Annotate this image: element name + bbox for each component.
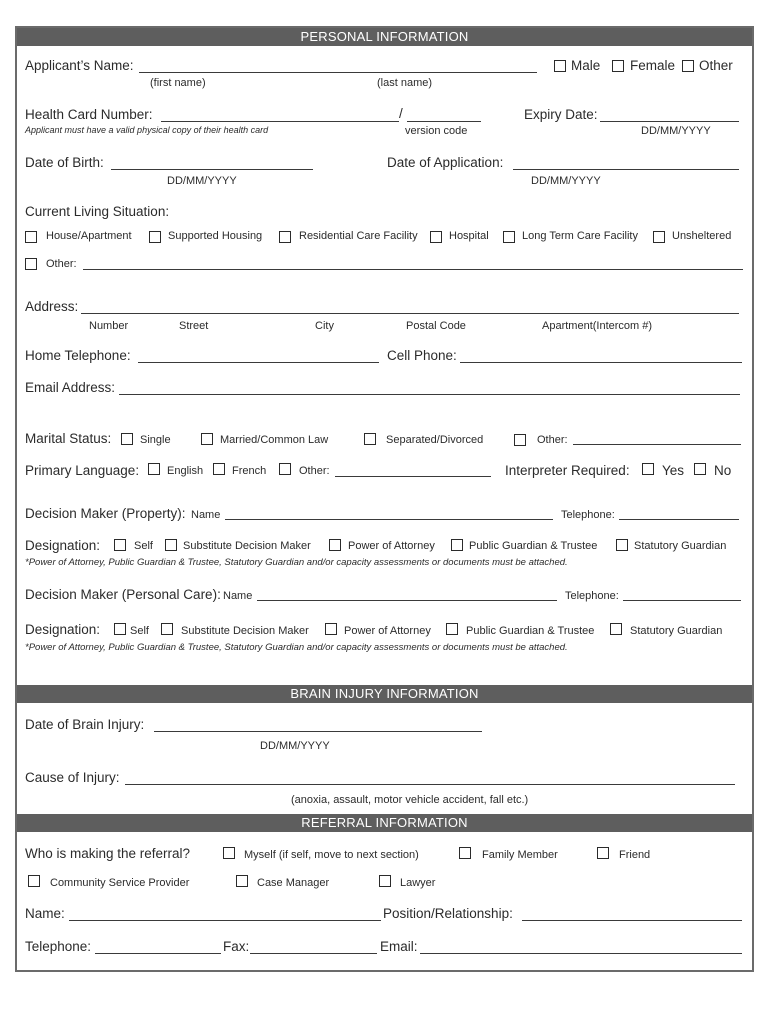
interpreter-no-label: No <box>714 463 732 478</box>
designation-personal-statutory-label: Statutory Guardian <box>630 625 723 637</box>
designation-personal-sdm-label: Substitute Decision Maker <box>181 625 309 637</box>
interpreter-no-checkbox[interactable] <box>694 463 706 475</box>
last-name-hint: (last name) <box>377 77 433 89</box>
male-checkbox[interactable] <box>554 60 566 72</box>
designation-personal-poa-checkbox[interactable] <box>325 623 337 635</box>
cause-of-injury-label: Cause of Injury: <box>25 770 120 785</box>
brain-injury-date-field[interactable] <box>154 731 482 732</box>
referral-email-label: Email: <box>380 939 418 954</box>
long-term-care-label: Long Term Care Facility <box>522 230 638 242</box>
female-label: Female <box>630 58 676 73</box>
health-card-field[interactable] <box>161 121 399 122</box>
referral-friend-label: Friend <box>619 849 651 861</box>
doa-label: Date of Application: <box>387 155 504 170</box>
designation-property-self-label: Self <box>134 540 153 552</box>
brain-injury-date-label: Date of Brain Injury: <box>25 717 145 732</box>
french-label: French <box>232 465 267 477</box>
marital-other-label: Other: <box>537 434 568 446</box>
designation-personal-note: *Power of Attorney, Public Guardian & Trustee, Statutory Guardian and/or capacity assessments or documents must be attached. <box>25 642 568 653</box>
other-gender-label: Other <box>699 58 733 73</box>
expiry-date-field[interactable] <box>600 121 739 122</box>
designation-property-poa-label: Power of Attorney <box>348 540 435 552</box>
single-checkbox[interactable] <box>121 433 133 445</box>
unsheltered-label: Unsheltered <box>672 230 732 242</box>
applicant-name-label: Applicant’s Name: <box>25 58 134 73</box>
referral-name-field[interactable] <box>69 920 381 921</box>
designation-property-label: Designation: <box>25 538 101 553</box>
first-name-hint: (first name) <box>150 77 206 89</box>
expiry-date-label: Expiry Date: <box>524 107 598 122</box>
primary-language-label: Primary Language: <box>25 463 140 478</box>
english-label: English <box>167 465 204 477</box>
designation-property-statutory-checkbox[interactable] <box>616 539 628 551</box>
referral-fax-label: Fax: <box>223 939 250 954</box>
version-code-hint: version code <box>405 125 468 137</box>
referral-position-field[interactable] <box>522 920 742 921</box>
version-code-field[interactable] <box>407 121 481 122</box>
expiry-date-format: DD/MM/YYYY <box>641 125 711 137</box>
referral-telephone-label: Telephone: <box>25 939 92 954</box>
designation-property-statutory-label: Statutory Guardian <box>634 540 727 552</box>
health-card-note: Applicant must have a valid physical copy of their health card <box>25 125 269 135</box>
living-other-label: Other: <box>46 258 77 270</box>
referral-myself-checkbox[interactable] <box>223 847 235 859</box>
separated-checkbox[interactable] <box>364 433 376 445</box>
dm-personal-telephone-label: Telephone: <box>565 590 619 602</box>
cell-phone-label: Cell Phone: <box>387 348 457 363</box>
referral-family-label: Family Member <box>482 849 558 861</box>
home-telephone-field[interactable] <box>138 362 379 363</box>
french-checkbox[interactable] <box>213 463 225 475</box>
married-label: Married/Common Law <box>220 434 329 446</box>
dm-property-name-field[interactable] <box>225 519 553 520</box>
male-label: Male <box>571 58 601 73</box>
separated-label: Separated/Divorced <box>386 434 484 446</box>
designation-personal-statutory-checkbox[interactable] <box>610 623 622 635</box>
language-other-label: Other: <box>299 465 330 477</box>
interpreter-yes-label: Yes <box>662 463 685 478</box>
address-apartment-hint: Apartment(Intercom #) <box>542 320 653 332</box>
referral-community-label: Community Service Provider <box>50 877 190 889</box>
hospital-label: Hospital <box>449 230 489 242</box>
hospital-checkbox[interactable] <box>430 231 442 243</box>
referral-lawyer-label: Lawyer <box>400 877 436 889</box>
english-checkbox[interactable] <box>148 463 160 475</box>
female-checkbox[interactable] <box>612 60 624 72</box>
dob-format: DD/MM/YYYY <box>167 175 237 187</box>
designation-property-pgt-label: Public Guardian & Trustee <box>469 540 598 552</box>
referral-email-field[interactable] <box>420 953 742 954</box>
email-address-label: Email Address: <box>25 380 116 395</box>
interpreter-yes-checkbox[interactable] <box>642 463 654 475</box>
designation-personal-sdm-checkbox[interactable] <box>161 623 173 635</box>
language-other-checkbox[interactable] <box>279 463 291 475</box>
dm-personal-name-label: Name <box>223 590 253 602</box>
designation-personal-pgt-label: Public Guardian & Trustee <box>466 625 595 637</box>
dm-personal-care-label: Decision Maker (Personal Care): <box>25 587 221 602</box>
brain-injury-date-format: DD/MM/YYYY <box>260 740 330 752</box>
designation-personal-label: Designation: <box>25 622 101 637</box>
cause-of-injury-field[interactable] <box>125 784 735 785</box>
address-label: Address: <box>25 299 79 314</box>
living-other-field[interactable] <box>83 269 743 270</box>
dm-personal-name-field[interactable] <box>257 600 557 601</box>
referral-lawyer-checkbox[interactable] <box>379 875 391 887</box>
referral-who-label: Who is making the referral? <box>25 846 191 861</box>
dm-property-telephone-field[interactable] <box>619 519 739 520</box>
referral-case-manager-label: Case Manager <box>257 877 330 889</box>
single-label: Single <box>140 434 171 446</box>
unsheltered-checkbox[interactable] <box>653 231 665 243</box>
house-apartment-label: House/Apartment <box>46 230 132 242</box>
doa-format: DD/MM/YYYY <box>531 175 601 187</box>
other-gender-checkbox[interactable] <box>682 60 694 72</box>
long-term-care-checkbox[interactable] <box>503 231 515 243</box>
brain-injury-header: BRAIN INJURY INFORMATION <box>17 685 752 703</box>
designation-property-poa-checkbox[interactable] <box>329 539 341 551</box>
referral-myself-label: Myself (if self, move to next section) <box>244 849 419 861</box>
supported-housing-checkbox[interactable] <box>149 231 161 243</box>
dm-personal-telephone-field[interactable] <box>623 600 741 601</box>
health-card-label: Health Card Number: <box>25 107 153 122</box>
referral-position-label: Position/Relationship: <box>383 906 513 921</box>
referral-family-checkbox[interactable] <box>459 847 471 859</box>
dob-label: Date of Birth: <box>25 155 104 170</box>
designation-property-note: *Power of Attorney, Public Guardian & Trustee, Statutory Guardian and/or capacity assessments or documents must be attached. <box>25 557 568 568</box>
interpreter-required-label: Interpreter Required: <box>505 463 630 478</box>
address-city-hint: City <box>315 320 334 332</box>
designation-property-sdm-label: Substitute Decision Maker <box>183 540 311 552</box>
designation-personal-self-checkbox[interactable] <box>114 623 126 635</box>
referral-name-label: Name: <box>25 906 65 921</box>
referral-fax-field[interactable] <box>250 953 377 954</box>
home-telephone-label: Home Telephone: <box>25 348 131 363</box>
residential-care-checkbox[interactable] <box>279 231 291 243</box>
address-field[interactable] <box>81 313 739 314</box>
personal-information-header: PERSONAL INFORMATION <box>17 28 752 46</box>
designation-personal-pgt-checkbox[interactable] <box>446 623 458 635</box>
dob-field[interactable] <box>111 169 313 170</box>
supported-housing-label: Supported Housing <box>168 230 263 242</box>
slash: / <box>399 106 403 121</box>
marital-other-checkbox[interactable] <box>514 434 526 446</box>
house-apartment-checkbox[interactable] <box>25 231 37 243</box>
designation-property-self-checkbox[interactable] <box>114 539 126 551</box>
designation-personal-self-label: Self <box>130 625 149 637</box>
married-checkbox[interactable] <box>201 433 213 445</box>
dm-property-name-label: Name <box>191 509 221 521</box>
designation-property-sdm-checkbox[interactable] <box>165 539 177 551</box>
referral-community-checkbox[interactable] <box>28 875 40 887</box>
living-other-checkbox[interactable] <box>25 258 37 270</box>
language-other-field[interactable] <box>335 476 491 477</box>
referral-information-header: REFERRAL INFORMATION <box>17 814 752 832</box>
applicant-name-field[interactable] <box>139 72 537 73</box>
address-postal-hint: Postal Code <box>406 320 466 332</box>
address-number-hint: Number <box>89 320 129 332</box>
marital-status-label: Marital Status: <box>25 431 112 446</box>
dm-property-label: Decision Maker (Property): <box>25 506 186 521</box>
referral-case-manager-checkbox[interactable] <box>236 875 248 887</box>
designation-property-pgt-checkbox[interactable] <box>451 539 463 551</box>
referral-friend-checkbox[interactable] <box>597 847 609 859</box>
address-street-hint: Street <box>179 320 209 332</box>
designation-personal-poa-label: Power of Attorney <box>344 625 431 637</box>
marital-other-field[interactable] <box>573 444 741 445</box>
dm-property-telephone-label: Telephone: <box>561 509 615 521</box>
cell-phone-field[interactable] <box>460 362 742 363</box>
cause-of-injury-hint: (anoxia, assault, motor vehicle accident, fall etc.) <box>291 794 529 806</box>
referral-telephone-field[interactable] <box>95 953 221 954</box>
application-form <box>15 26 754 972</box>
living-situation-label: Current Living Situation: <box>25 204 170 219</box>
residential-care-label: Residential Care Facility <box>299 230 418 242</box>
doa-field[interactable] <box>513 169 739 170</box>
email-address-field[interactable] <box>119 394 740 395</box>
